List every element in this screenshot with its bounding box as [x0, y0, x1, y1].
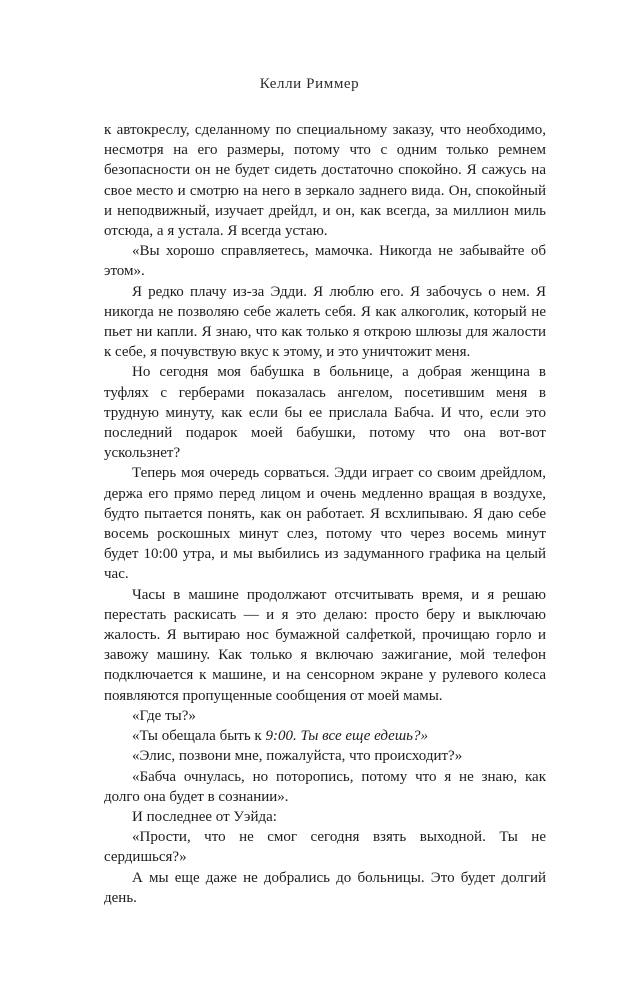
- paragraph-text: Я редко плачу из-за Эдди. Я люблю его. Я забочусь о нем. Я никогда не позволяю себе жалеть себя. Я как алкоголик, который не пьет ни капли. Я знаю, что как только я открою шлюзы для жалости к себе, я почувствую вкус к этому, и это уничтожит меня.: [104, 283, 546, 361]
- paragraph: [104, 585, 546, 706]
- paragraph-text: «Прости, что не смог сегодня взять выходной. Ты не сердишься?»: [104, 829, 546, 866]
- paragraph: [104, 362, 546, 463]
- paragraph-text: И последнее от Уэйда:: [132, 808, 277, 825]
- paragraph-text: Теперь моя очередь сорваться. Эдди играет со своим дрейдлом, держа его прямо перед лицом и очень медленно вращая в воздухе, будто пытается понять, как он работает. Я всхлипываю. Я даю себе восемь роскошных минут слез, потому что через восемь минут будет 10:00 утра, и мы выбились из задуманного графика на целый час.: [104, 465, 546, 583]
- paragraph-text-italic: 9:00. Ты все еще едешь?»: [265, 728, 428, 745]
- paragraph: [104, 746, 546, 766]
- paragraph-text: А мы еще даже не добрались до больницы. Это будет долгий день.: [104, 869, 546, 906]
- paragraph-text: «Где ты?»: [132, 707, 196, 724]
- paragraph: [104, 282, 546, 363]
- paragraph-text: «Элис, позвони мне, пожалуйста, что происходит?»: [132, 748, 463, 765]
- paragraph-text: Часы в машине продолжают отсчитывать время, и я решаю перестать раскисать — и я это делаю: просто беру и выключаю жалость. Я вытираю нос бумажной салфеткой, прочищаю горло и завожу машину. Как только я включаю зажигание, мой телефон подключается к машине, и на сенсорном экране у рулевого колеса появляются пропущенные сообщения от моей мамы.: [104, 586, 546, 704]
- paragraph-text: «Бабча очнулась, но поторопись, потому что я не знаю, как долго она будет в сознании».: [104, 768, 546, 805]
- running-header-author: Келли Риммер: [259, 76, 360, 92]
- page-body: [104, 120, 546, 908]
- paragraph-text: Но сегодня моя бабушка в больнице, а добрая женщина в туфлях с герберами показалась ангелом, посетившим меня в трудную минуту, как если бы ее прислала Бабча. И что, если это последний подарок моей бабушки, потому что она вот-вот ускользнет?: [104, 364, 546, 462]
- paragraph-text: к автокреслу, сделанному по специальному заказу, что необходимо, несмотря на его размеры, потому что с одним только ремнем безопасности он не будет сидеть достаточно спокойно. Я сажусь на свое место и смотрю на него в зеркало заднего вида. Он, спокойный и неподвижный, изучает дрейдл, и он, как всегда, за миллион миль отсюда, а я устала. Я всегда устаю.: [104, 122, 546, 240]
- paragraph: [104, 120, 546, 241]
- paragraph: [104, 767, 546, 807]
- paragraph-text: «Вы хорошо справляетесь, мамочка. Никогда не забывайте об этом».: [104, 243, 546, 280]
- paragraph: [104, 868, 546, 908]
- paragraph-text: «Ты обещала быть к: [132, 728, 266, 745]
- paragraph: [104, 807, 546, 827]
- paragraph: [104, 726, 546, 746]
- paragraph: [104, 463, 546, 584]
- paragraph: [104, 241, 546, 281]
- paragraph: [104, 706, 546, 726]
- paragraph: [104, 827, 546, 867]
